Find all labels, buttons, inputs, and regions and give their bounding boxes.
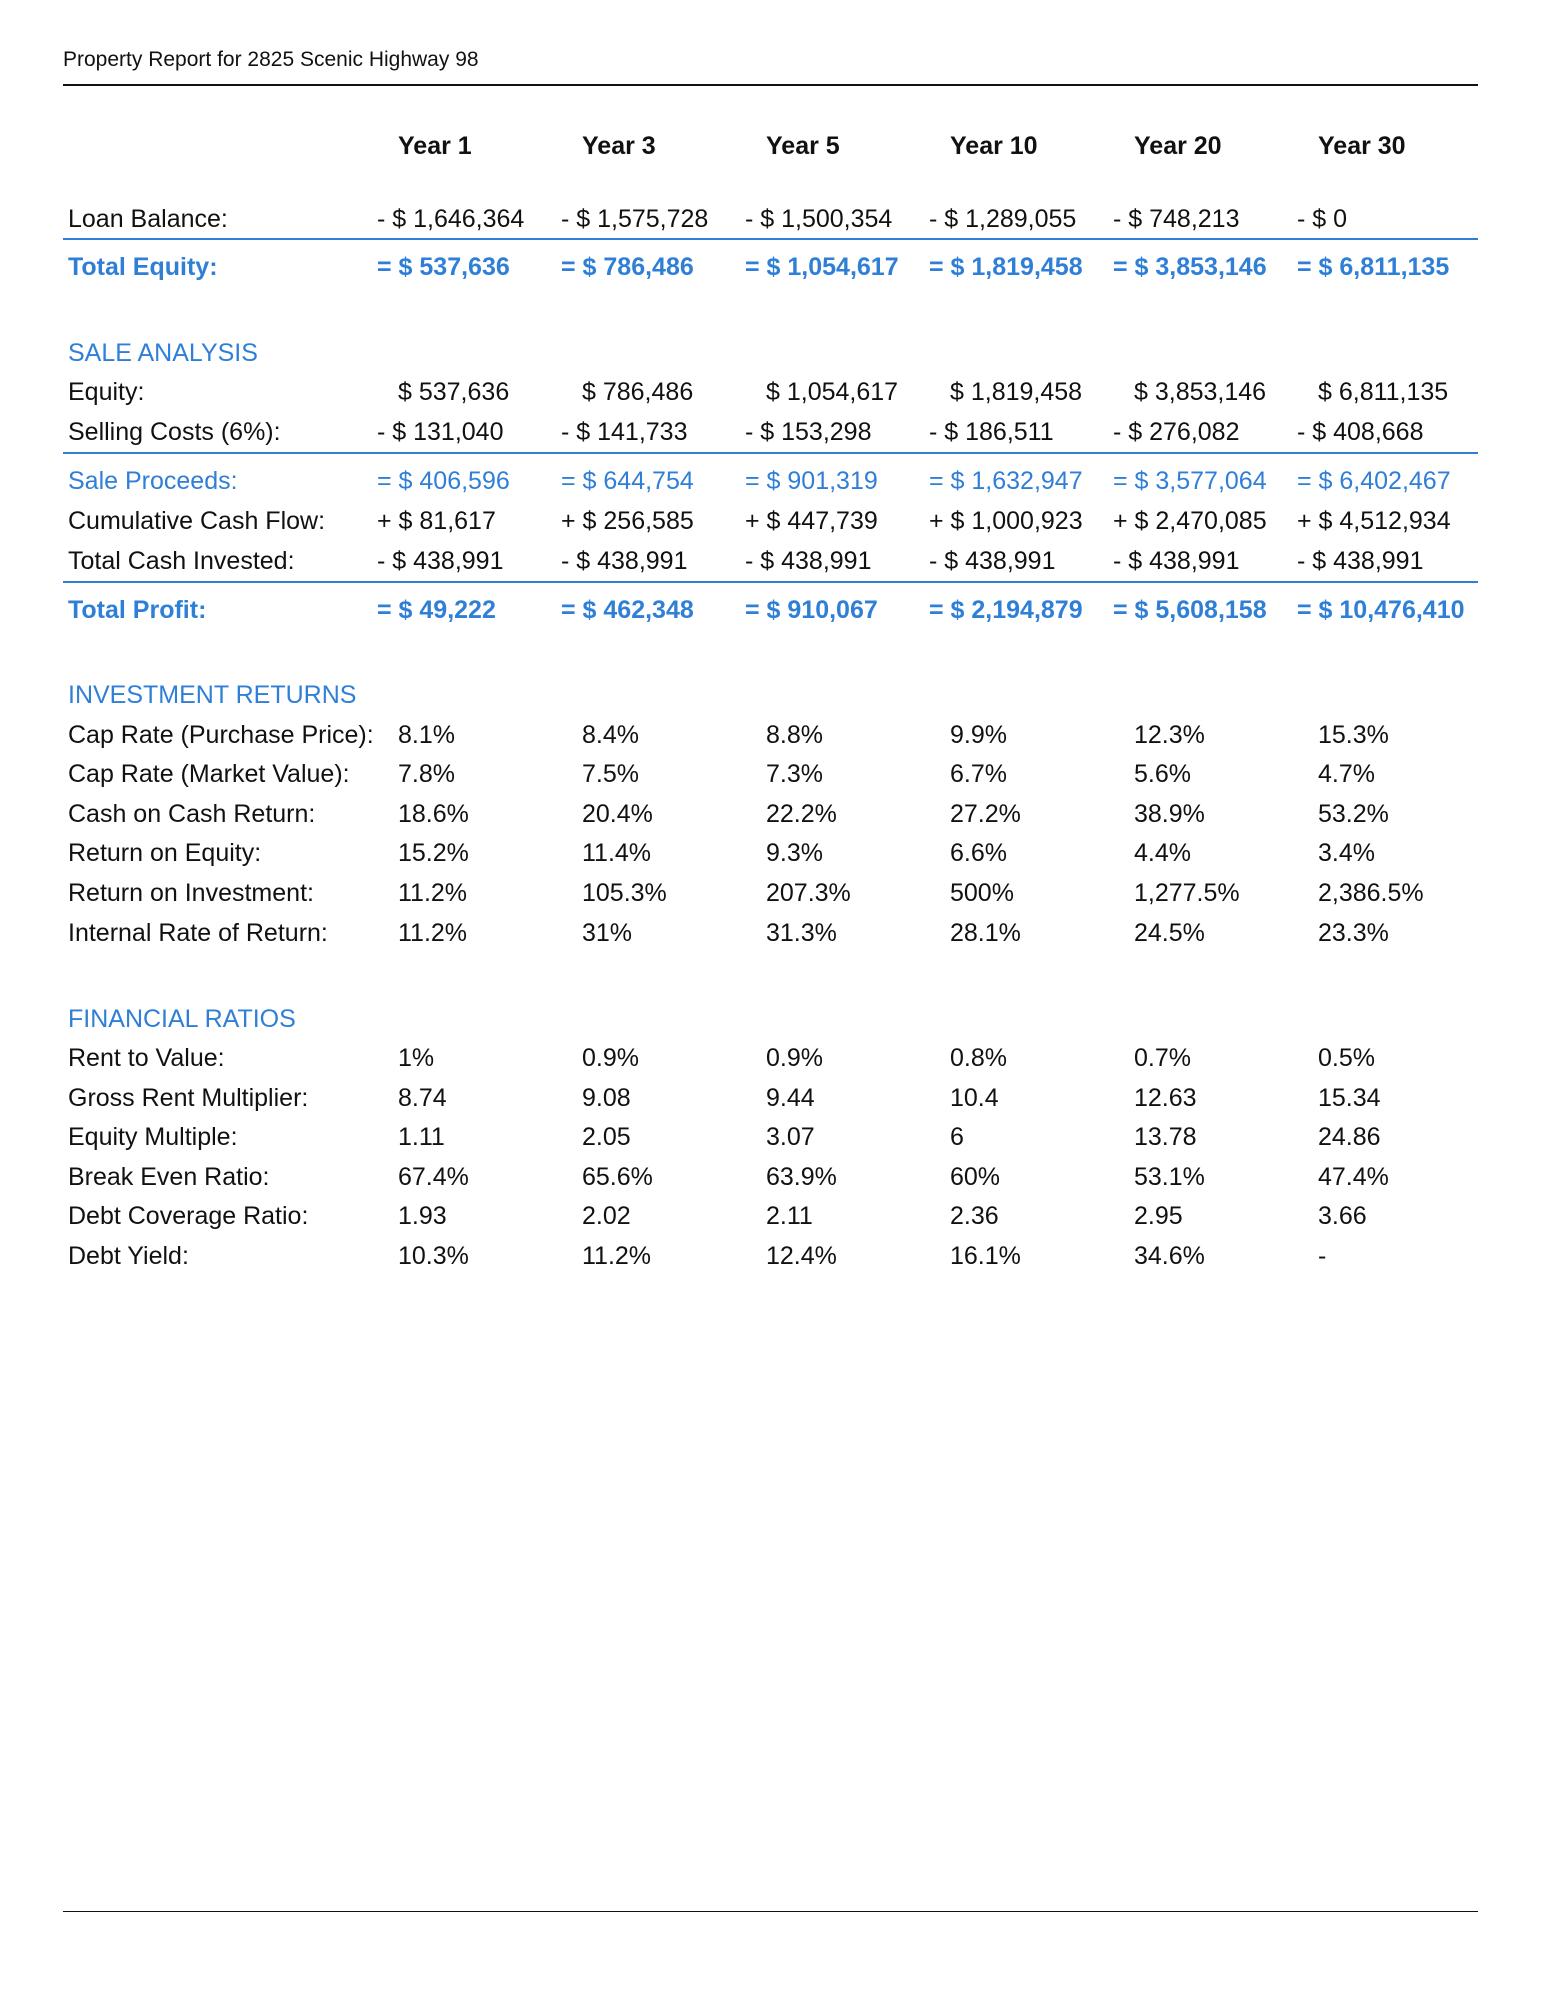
table-cell: $ 6,811,135	[1318, 378, 1449, 406]
table-cell: - $ 1,500,354	[745, 205, 893, 233]
table-cell: 11.2%	[582, 1242, 652, 1270]
table-cell: 0.7%	[1134, 1044, 1191, 1072]
table-row	[63, 1160, 1478, 1194]
table-cell: 15.3%	[1318, 721, 1389, 749]
table-row	[63, 1041, 1478, 1075]
section-title: SALE ANALYSIS	[68, 339, 258, 367]
year-header: Year 20	[1134, 132, 1222, 160]
table-cell: + $ 447,739	[745, 507, 878, 535]
table-cell: = $ 1,632,947	[929, 467, 1083, 495]
table-cell: 1%	[398, 1044, 435, 1072]
table-cell: 24.5%	[1134, 919, 1205, 947]
table-cell: $ 537,636	[398, 378, 510, 406]
row-label: Internal Rate of Return:	[68, 919, 328, 947]
table-cell: 105.3%	[582, 879, 667, 907]
table-cell: 5.6%	[1134, 760, 1191, 788]
table-cell: 2.36	[950, 1202, 999, 1230]
table-cell: 0.9%	[582, 1044, 639, 1072]
table-cell: 8.74	[398, 1084, 447, 1112]
table-cell: 11.2%	[398, 919, 468, 947]
table-cell: 2.05	[582, 1123, 631, 1151]
table-cell: 2.02	[582, 1202, 631, 1230]
table-cell: 0.5%	[1318, 1044, 1375, 1072]
table-row	[63, 797, 1478, 831]
row-label: Cumulative Cash Flow:	[68, 507, 326, 535]
row-label: Return on Investment:	[68, 879, 314, 907]
table-cell: 31%	[582, 919, 633, 947]
table-cell: 65.6%	[582, 1163, 653, 1191]
row-label: Equity Multiple:	[68, 1123, 238, 1151]
table-cell: 38.9%	[1134, 800, 1205, 828]
table-cell: 7.8%	[398, 760, 455, 788]
table-cell: - $ 0	[1297, 205, 1348, 233]
table-cell: 28.1%	[950, 919, 1021, 947]
table-cell: - $ 438,991	[1297, 547, 1424, 575]
table-cell: 7.5%	[582, 760, 639, 788]
table-cell: - $ 438,991	[745, 547, 872, 575]
table-cell: 1.93	[398, 1202, 447, 1230]
table-cell: 11.4%	[582, 839, 652, 867]
table-cell: 15.2%	[398, 839, 469, 867]
table-cell: 6	[950, 1123, 964, 1151]
table-cell: = $ 901,319	[745, 467, 878, 495]
sale-proceeds-divider	[63, 452, 1478, 454]
row-label: Cap Rate (Purchase Price):	[68, 721, 374, 749]
table-cell: 9.08	[582, 1084, 631, 1112]
table-cell: 0.8%	[950, 1044, 1007, 1072]
table-cell: = $ 6,402,467	[1297, 467, 1451, 495]
table-cell: 500%	[950, 879, 1014, 907]
sale-analysis-heading	[63, 336, 1478, 370]
table-cell: + $ 2,470,085	[1113, 507, 1267, 535]
table-cell: = $ 406,596	[377, 467, 510, 495]
table-cell: 53.2%	[1318, 800, 1389, 828]
table-cell: = $ 1,054,617	[745, 253, 899, 281]
table-cell: 207.3%	[766, 879, 851, 907]
year-header: Year 3	[582, 132, 656, 160]
table-cell: = $ 462,348	[561, 596, 694, 624]
table-cell: + $ 81,617	[377, 507, 496, 535]
table-cell: 18.6%	[398, 800, 469, 828]
table-cell: 9.3%	[766, 839, 823, 867]
table-cell: - $ 438,991	[929, 547, 1056, 575]
loan-balance-row	[63, 202, 1478, 236]
table-cell: - $ 186,511	[929, 418, 1054, 446]
table-cell: = $ 786,486	[561, 253, 694, 281]
table-cell: = $ 1,819,458	[929, 253, 1083, 281]
table-cell: 27.2%	[950, 800, 1021, 828]
table-cell: 1.11	[398, 1123, 445, 1151]
table-cell: - $ 748,213	[1113, 205, 1240, 233]
year-header-row	[63, 129, 1478, 163]
table-cell: 4.7%	[1318, 760, 1375, 788]
row-label: Return on Equity:	[68, 839, 262, 867]
table-cell: 12.63	[1134, 1084, 1197, 1112]
section-title: FINANCIAL RATIOS	[68, 1005, 296, 1033]
table-cell: = $ 5,608,158	[1113, 596, 1267, 624]
table-cell: 22.2%	[766, 800, 837, 828]
table-cell: + $ 1,000,923	[929, 507, 1083, 535]
year-header: Year 30	[1318, 132, 1406, 160]
row-label: Rent to Value:	[68, 1044, 225, 1072]
equity-row	[63, 375, 1478, 409]
year-header: Year 1	[398, 132, 472, 160]
table-cell: - $ 131,040	[377, 418, 504, 446]
table-cell: 16.1%	[950, 1242, 1021, 1270]
table-cell: 53.1%	[1134, 1163, 1205, 1191]
table-cell: 34.6%	[1134, 1242, 1205, 1270]
table-cell: 0.9%	[766, 1044, 823, 1072]
row-label: Gross Rent Multiplier:	[68, 1084, 309, 1112]
table-cell: $ 3,853,146	[1134, 378, 1267, 406]
row-label: Total Profit:	[68, 596, 207, 624]
year-header: Year 10	[950, 132, 1038, 160]
table-cell: -	[1318, 1242, 1327, 1270]
table-row	[63, 1081, 1478, 1115]
table-cell: 6.7%	[950, 760, 1007, 788]
row-label: Debt Coverage Ratio:	[68, 1202, 309, 1230]
table-cell: 24.86	[1318, 1123, 1381, 1151]
table-cell: = $ 10,476,410	[1297, 596, 1465, 624]
table-cell: 4.4%	[1134, 839, 1191, 867]
table-cell: 31.3%	[766, 919, 837, 947]
page-title: Property Report for 2825 Scenic Highway 98	[63, 48, 479, 71]
table-cell: 3.4%	[1318, 839, 1375, 867]
table-cell: - $ 408,668	[1297, 418, 1424, 446]
table-row	[63, 916, 1478, 950]
table-cell: 63.9%	[766, 1163, 837, 1191]
table-cell: - $ 1,646,364	[377, 205, 525, 233]
table-cell: 20.4%	[582, 800, 653, 828]
table-cell: - $ 141,733	[561, 418, 688, 446]
table-row	[63, 1239, 1478, 1273]
table-cell: 7.3%	[766, 760, 823, 788]
table-row	[63, 757, 1478, 791]
table-cell: 2,386.5%	[1318, 879, 1424, 907]
row-label: Loan Balance:	[68, 205, 228, 233]
table-cell: + $ 4,512,934	[1297, 507, 1451, 535]
row-label: Cap Rate (Market Value):	[68, 760, 350, 788]
row-label: Debt Yield:	[68, 1242, 189, 1270]
table-cell: 47.4%	[1318, 1163, 1389, 1191]
table-cell: - $ 1,575,728	[561, 205, 709, 233]
table-cell: 1,277.5%	[1134, 879, 1240, 907]
investment-returns-heading	[63, 678, 1478, 712]
table-cell: + $ 256,585	[561, 507, 694, 535]
row-label: Break Even Ratio:	[68, 1163, 270, 1191]
table-cell: = $ 6,811,135	[1297, 253, 1450, 281]
row-label: Selling Costs (6%):	[68, 418, 281, 446]
table-row	[63, 1120, 1478, 1154]
row-label: Cash on Cash Return:	[68, 800, 316, 828]
table-cell: - $ 153,298	[745, 418, 872, 446]
table-cell: = $ 910,067	[745, 596, 878, 624]
table-cell: 23.3%	[1318, 919, 1389, 947]
row-label: Total Equity:	[68, 253, 218, 281]
table-cell: 8.1%	[398, 721, 455, 749]
total-cash-invested-row	[63, 544, 1478, 578]
table-cell: 12.3%	[1134, 721, 1205, 749]
table-cell: = $ 537,636	[377, 253, 510, 281]
table-cell: 3.66	[1318, 1202, 1367, 1230]
table-cell: 2.11	[766, 1202, 813, 1230]
table-cell: 67.4%	[398, 1163, 469, 1191]
table-cell: 9.9%	[950, 721, 1007, 749]
table-cell: = $ 3,577,064	[1113, 467, 1267, 495]
total-profit-row	[63, 593, 1478, 627]
total-profit-divider	[63, 581, 1478, 583]
header-divider	[63, 84, 1478, 86]
financial-ratios-heading	[63, 1002, 1478, 1036]
table-cell: - $ 438,991	[561, 547, 688, 575]
sale-proceeds-row	[63, 464, 1478, 498]
section-title: INVESTMENT RETURNS	[68, 681, 357, 709]
table-cell: = $ 49,222	[377, 596, 496, 624]
total-divider	[63, 238, 1478, 240]
row-label: Total Cash Invested:	[68, 547, 295, 575]
table-cell: - $ 276,082	[1113, 418, 1240, 446]
table-cell: 10.4	[950, 1084, 999, 1112]
table-cell: - $ 438,991	[377, 547, 504, 575]
table-cell: 6.6%	[950, 839, 1007, 867]
table-cell: 8.8%	[766, 721, 823, 749]
total-equity-row	[63, 250, 1478, 284]
table-cell: $ 1,819,458	[950, 378, 1083, 406]
table-cell: 12.4%	[766, 1242, 837, 1270]
table-cell: 8.4%	[582, 721, 639, 749]
table-cell: 11.2%	[398, 879, 468, 907]
table-row	[63, 718, 1478, 752]
table-cell: = $ 644,754	[561, 467, 694, 495]
table-cell: 15.34	[1318, 1084, 1381, 1112]
selling-costs-row	[63, 415, 1478, 449]
cumulative-cash-flow-row	[63, 504, 1478, 538]
table-cell: - $ 1,289,055	[929, 205, 1077, 233]
row-label: Equity:	[68, 378, 145, 406]
table-row	[63, 1199, 1478, 1233]
table-cell: 2.95	[1134, 1202, 1183, 1230]
table-row	[63, 836, 1478, 870]
table-cell: = $ 2,194,879	[929, 596, 1083, 624]
table-cell: 9.44	[766, 1084, 815, 1112]
table-cell: 60%	[950, 1163, 1001, 1191]
row-label: Sale Proceeds:	[68, 467, 238, 495]
table-row	[63, 876, 1478, 910]
year-header: Year 5	[766, 132, 840, 160]
table-cell: 13.78	[1134, 1123, 1197, 1151]
table-cell: 10.3%	[398, 1242, 469, 1270]
footer-divider	[63, 1911, 1478, 1912]
table-cell: - $ 438,991	[1113, 547, 1240, 575]
table-cell: $ 1,054,617	[766, 378, 899, 406]
table-cell: = $ 3,853,146	[1113, 253, 1267, 281]
table-cell: 3.07	[766, 1123, 815, 1151]
table-cell: $ 786,486	[582, 378, 694, 406]
